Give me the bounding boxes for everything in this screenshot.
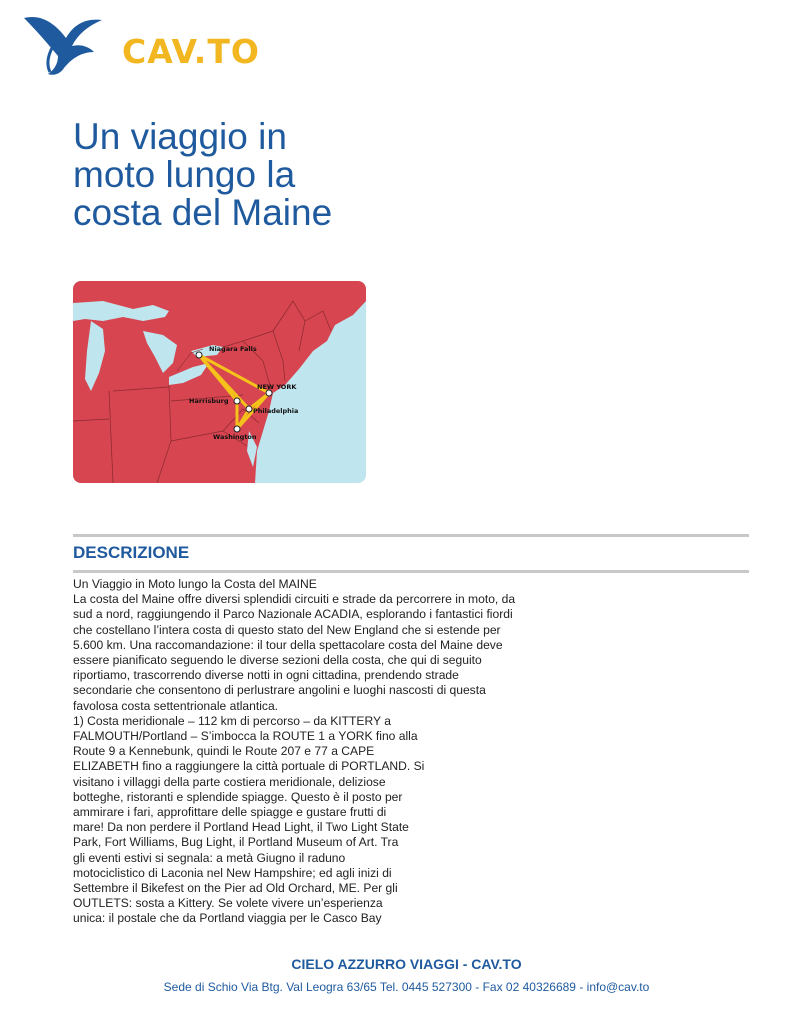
body-line: ammirare i fari, approfittare delle spiagge e gustare frutti di: [73, 805, 387, 820]
body-line: La costa del Maine offre diversi splendidi circuiti e strade da percorrere in moto, da: [73, 592, 516, 607]
footer-company: [0, 956, 791, 972]
divider-bottom: [73, 570, 749, 573]
footer-address: [0, 980, 791, 994]
marker-washington: [234, 426, 240, 432]
description-body: [73, 577, 533, 927]
body-line: secondarie che consentono di perlustrare angolini e luoghi nascosti di questa: [73, 683, 486, 698]
body-line: favolosa costa settentrionale atlantica.: [73, 698, 279, 713]
map-label-philadelphia: Philadelphia: [253, 407, 299, 415]
body-line: Un Viaggio in Moto lungo la Costa del MAINE: [73, 577, 317, 591]
brand-logo[interactable]: [22, 8, 262, 80]
body-line: mare! Da non perdere il Portland Head Light, il Two Light State: [73, 820, 409, 835]
body-line: Route 9 a Kennebunk, quindi le Route 207 e 77 a CAPE: [73, 744, 375, 759]
body-line: Park, Fort Williams, Bug Light, il Portland Museum of Art. Tra: [73, 835, 399, 850]
body-line: FALMOUTH/Portland – S’imbocca la ROUTE 1 a YORK fino alla: [73, 729, 418, 744]
body-line: OUTLETS: sosta a Kittery. Se volete vivere un’esperienza: [73, 896, 383, 911]
section-title: DESCRIZIONE: [73, 543, 190, 562]
map-label-niagara: Niagara Falls: [209, 345, 257, 353]
body-line: unica: il postale che da Portland viaggia per le Casco Bay: [73, 911, 382, 926]
divider-top: [73, 534, 749, 537]
title-line-3: costa del Maine: [73, 192, 333, 233]
marker-philadelphia: [246, 406, 252, 412]
body-line: che costellano l’intera costa di questo stato del New England che si estende per: [73, 622, 501, 637]
body-line: motociclistico di Laconia nel New Hampshire; ed agli inizi di: [73, 865, 392, 880]
map-label-harrisburg: Harrisburg: [189, 397, 229, 405]
map-label-washington: Washington: [213, 433, 257, 441]
marker-harrisburg: [234, 398, 240, 404]
body-line: 1) Costa meridionale – 112 km di percorso – da KITTERY a: [73, 713, 391, 728]
body-line: essere pianificato seguendo le diverse sezioni della costa, che qui di seguito: [73, 653, 482, 668]
body-line: visitano i villaggi della parte costiera meridionale, deliziose: [73, 774, 386, 789]
marker-niagara: [196, 352, 202, 358]
body-line: gli eventi estivi si segnala: a metà Giugno il raduno: [73, 850, 346, 865]
body-line: riportiamo, trascorrendo diverse notti in ogni cittadina, prendendo strade: [73, 668, 459, 683]
footer-company-text: CIELO AZZURRO VIAGGI - CAV.TO: [291, 956, 522, 972]
route-map: [73, 281, 366, 483]
map-label-newyork: NEW YORK: [257, 383, 297, 391]
body-line: 5.600 km. Una raccomandazione: il tour della spettacolare costa del Maine deve: [73, 637, 503, 652]
footer-address-text[interactable]: Sede di Schio Via Btg. Val Leogra 63/65 Tel. 0445 527300 - Fax 02 40326689 - info@cav.to: [163, 980, 650, 994]
body-line: botteghe, ristoranti e splendide spiagge. Questo è il posto per: [73, 789, 403, 804]
title-line-2: moto lungo la: [73, 154, 296, 195]
title-line-1: Un viaggio in: [73, 116, 287, 157]
body-line: sud a nord, raggiungendo il Parco Nazionale ACADIA, esplorando i fantastici fiordi: [73, 607, 513, 622]
bird-icon: [22, 8, 112, 80]
body-line: ELIZABETH fino a raggiungere la città portuale di PORTLAND. Si: [73, 759, 425, 774]
brand-name: CAV.TO: [122, 32, 260, 71]
body-line: Settembre il Bikefest on the Pier ad Old Orchard, ME. Per gli: [73, 881, 398, 896]
page-title: [73, 118, 413, 232]
